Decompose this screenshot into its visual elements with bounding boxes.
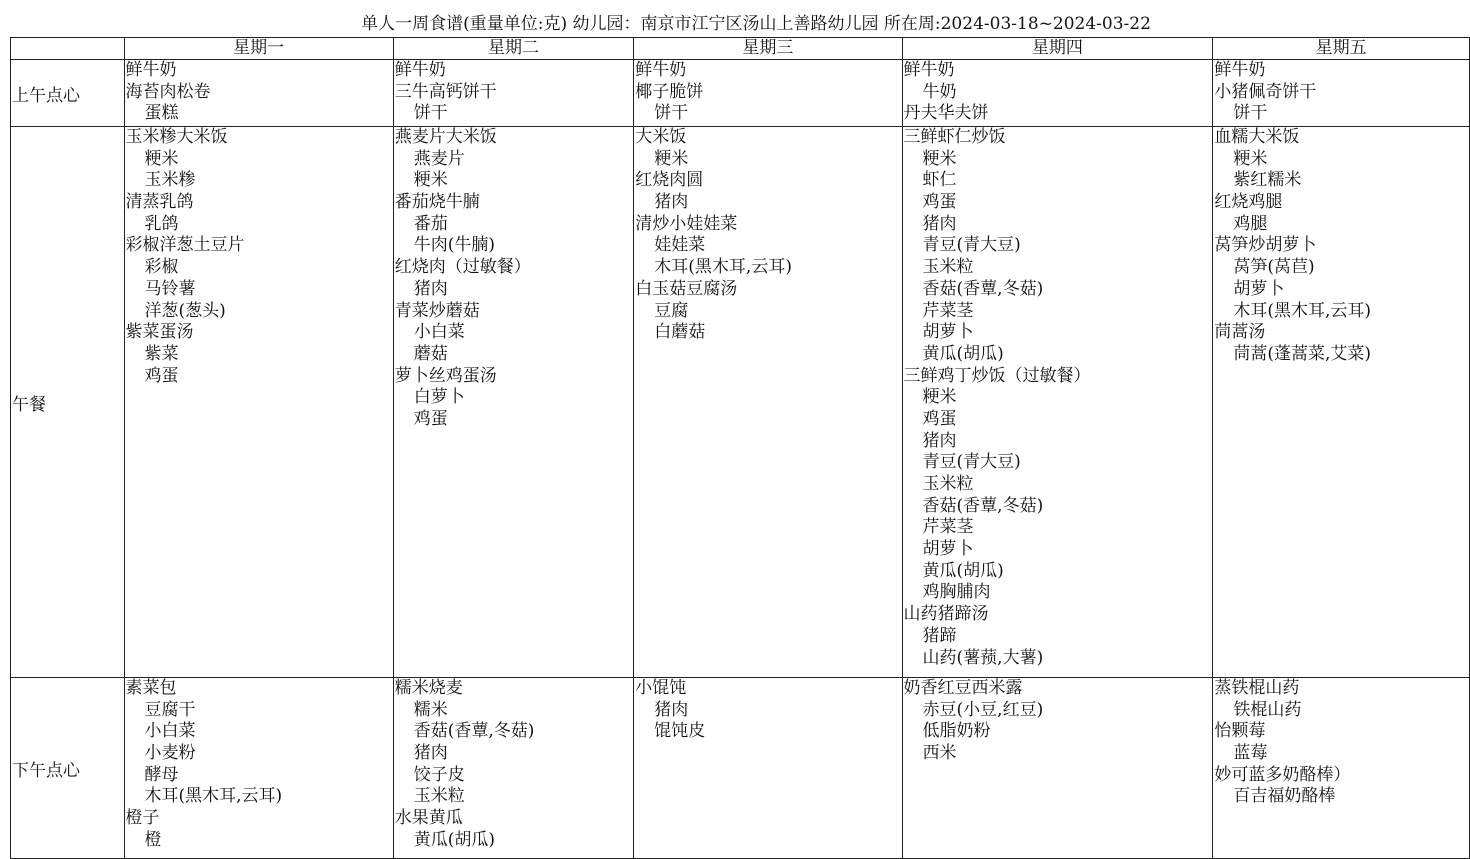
menu-cell-tuesday <box>393 127 634 678</box>
ingredient: 芹菜茎 <box>922 517 974 538</box>
dish-name: 三鲜鸡丁炒饭（过敏餐） <box>903 365 1091 386</box>
ingredient: 粳米 <box>922 148 957 169</box>
ingredient: 芹菜茎 <box>922 300 974 321</box>
ingredient: 猪蹄 <box>922 625 957 646</box>
ingredient: 胡萝卜 <box>922 539 974 560</box>
dish-name: 椰子脆饼 <box>635 81 704 102</box>
dish-name: 莴笋炒胡萝卜 <box>1214 235 1317 256</box>
dish-name: 奶香红豆西米露 <box>903 678 1023 698</box>
ingredient: 青豆(青大豆) <box>922 235 1021 256</box>
header-corner <box>11 38 125 60</box>
ingredient: 黄瓜(胡瓜) <box>922 560 1004 581</box>
menu-cell-friday <box>1213 127 1470 678</box>
header-row <box>11 38 1470 60</box>
dish-name: 三牛高钙饼干 <box>394 81 497 102</box>
ingredient: 牛肉(牛腩) <box>413 235 495 256</box>
header-day-tuesday: 星期二 <box>393 38 634 60</box>
dish-name: 血糯大米饭 <box>1214 127 1300 147</box>
ingredient: 饺子皮 <box>413 764 465 785</box>
dish-name: 三鲜虾仁炒饭 <box>903 127 1006 147</box>
meal-label: 上午点心 <box>11 60 125 127</box>
dish-name: 清蒸乳鸽 <box>125 192 194 213</box>
ingredient: 鸡胸脯肉 <box>922 582 991 603</box>
ingredient: 莴笋(莴苣) <box>1233 257 1315 278</box>
ingredient: 饼干 <box>1233 103 1268 124</box>
dish-name: 白玉菇豆腐汤 <box>635 278 738 299</box>
weekly-menu-table <box>10 37 1470 859</box>
ingredient: 香菇(香蕈,冬菇) <box>413 721 535 742</box>
ingredient: 香菇(香蕈,冬菇) <box>922 495 1044 516</box>
ingredient: 猪肉 <box>413 743 448 764</box>
menu-cell-friday <box>1213 678 1470 859</box>
ingredient: 蓝莓 <box>1233 743 1268 764</box>
ingredient: 小麦粉 <box>144 743 196 764</box>
ingredient: 牛奶 <box>922 81 957 102</box>
menu-cell-tuesday <box>393 678 634 859</box>
header-day-friday: 星期五 <box>1213 38 1470 60</box>
ingredient: 黄瓜(胡瓜) <box>413 829 495 850</box>
ingredient: 猪肉 <box>654 699 689 720</box>
menu-cell-monday <box>124 127 393 678</box>
menu-cell-tuesday <box>393 60 634 127</box>
ingredient: 粳米 <box>1233 148 1268 169</box>
ingredient: 粳米 <box>144 148 179 169</box>
meal-label: 午餐 <box>11 127 125 678</box>
ingredient: 小白菜 <box>413 322 465 343</box>
ingredient: 饼干 <box>413 103 448 124</box>
header-day-monday: 星期一 <box>124 38 393 60</box>
dish-name: 鲜牛奶 <box>394 60 446 80</box>
dish-name: 鲜牛奶 <box>903 60 955 80</box>
dish-name: 怡颗莓 <box>1214 721 1266 742</box>
ingredient: 铁棍山药 <box>1233 699 1302 720</box>
ingredient: 豆腐干 <box>144 699 196 720</box>
ingredient: 猪肉 <box>413 278 448 299</box>
dish-name: 鲜牛奶 <box>1214 60 1266 80</box>
dish-name: 丹夫华夫饼 <box>903 103 989 124</box>
ingredient: 橙 <box>144 829 162 850</box>
ingredient: 粳米 <box>654 148 689 169</box>
ingredient: 玉米糁 <box>144 170 196 191</box>
ingredient: 木耳(黑木耳,云耳) <box>654 257 792 278</box>
ingredient: 鸡蛋 <box>922 408 957 429</box>
ingredient: 白萝卜 <box>413 387 465 408</box>
ingredient: 蘑菇 <box>413 343 448 364</box>
dish-name: 紫菜蛋汤 <box>125 322 194 343</box>
ingredient: 猪肉 <box>654 192 689 213</box>
ingredient: 黄瓜(胡瓜) <box>922 343 1004 364</box>
ingredient: 猪肉 <box>922 430 957 451</box>
ingredient: 馄饨皮 <box>654 721 706 742</box>
ingredient: 百吉福奶酪棒 <box>1233 786 1336 807</box>
dish-name: 番茄烧牛腩 <box>394 192 480 213</box>
ingredient: 香菇(香蕈,冬菇) <box>922 278 1044 299</box>
ingredient: 鸡蛋 <box>144 365 179 386</box>
dish-name: 糯米烧麦 <box>394 678 463 698</box>
ingredient: 番茄 <box>413 213 448 234</box>
ingredient: 西米 <box>922 743 957 764</box>
ingredient: 青豆(青大豆) <box>922 452 1021 473</box>
ingredient: 马铃薯 <box>144 278 196 299</box>
dish-name: 鲜牛奶 <box>635 60 687 80</box>
menu-cell-wednesday <box>634 678 902 859</box>
ingredient: 低脂奶粉 <box>922 721 991 742</box>
ingredient: 白蘑菇 <box>654 322 706 343</box>
menu-cell-friday <box>1213 60 1470 127</box>
ingredient: 鸡蛋 <box>413 408 448 429</box>
dish-name: 妙可蓝多奶酪棒） <box>1214 764 1351 785</box>
header-day-wednesday: 星期三 <box>634 38 902 60</box>
ingredient: 小白菜 <box>144 721 196 742</box>
menu-cell-wednesday <box>634 127 902 678</box>
dish-name: 青菜炒蘑菇 <box>394 300 480 321</box>
ingredient: 燕麦片 <box>413 148 465 169</box>
ingredient: 乳鸽 <box>144 213 179 234</box>
dish-name: 茼蒿汤 <box>1214 322 1266 343</box>
dish-name: 燕麦片大米饭 <box>394 127 497 147</box>
dish-name: 大米饭 <box>635 127 687 147</box>
ingredient: 糯米 <box>413 699 448 720</box>
row-lunch <box>11 127 1470 678</box>
ingredient: 酵母 <box>144 764 179 785</box>
dish-name: 蒸铁棍山药 <box>1214 678 1300 698</box>
row-morning-snack <box>11 60 1470 127</box>
ingredient: 胡萝卜 <box>1233 278 1285 299</box>
dish-name: 红烧肉（过敏餐） <box>394 257 531 278</box>
ingredient: 彩椒 <box>144 257 179 278</box>
dish-name: 素菜包 <box>125 678 177 698</box>
ingredient: 粳米 <box>922 387 957 408</box>
menu-cell-monday <box>124 678 393 859</box>
meal-label: 下午点心 <box>11 678 125 859</box>
dish-name: 鲜牛奶 <box>125 60 177 80</box>
ingredient: 饼干 <box>654 103 689 124</box>
dish-name: 山药猪蹄汤 <box>903 604 989 625</box>
menu-cell-monday <box>124 60 393 127</box>
ingredient: 玉米粒 <box>922 474 974 494</box>
ingredient: 木耳(黑木耳,云耳) <box>1233 300 1372 321</box>
dish-name: 玉米糁大米饭 <box>125 127 228 147</box>
dish-name: 清炒小娃娃菜 <box>635 213 738 234</box>
ingredient: 紫菜 <box>144 343 179 364</box>
dish-name: 小猪佩奇饼干 <box>1214 81 1317 102</box>
menu-cell-thursday <box>902 127 1213 678</box>
dish-name: 橙子 <box>125 808 160 829</box>
ingredient: 玉米粒 <box>922 257 974 278</box>
ingredient: 茼蒿(蓬蒿菜,艾菜) <box>1233 343 1372 364</box>
ingredient: 鸡蛋 <box>922 192 957 213</box>
menu-cell-thursday <box>902 678 1213 859</box>
ingredient: 鸡腿 <box>1233 213 1268 234</box>
header-day-thursday: 星期四 <box>902 38 1213 60</box>
dish-name: 小馄饨 <box>635 678 687 698</box>
page-title: 单人一周食谱(重量单位:克) 幼儿园：南京市江宁区汤山上善路幼儿园 所在周:2024-03-18~2024-03-22 <box>361 14 1151 34</box>
ingredient: 娃娃菜 <box>654 235 706 256</box>
dish-name: 红烧肉圆 <box>635 170 704 191</box>
ingredient: 虾仁 <box>922 170 957 191</box>
dish-name: 红烧鸡腿 <box>1214 192 1283 213</box>
ingredient: 猪肉 <box>922 213 957 234</box>
ingredient: 豆腐 <box>654 300 689 321</box>
menu-cell-thursday <box>902 60 1213 127</box>
dish-name: 彩椒洋葱土豆片 <box>125 235 245 256</box>
ingredient: 胡萝卜 <box>922 322 974 343</box>
dish-name: 海苔肉松卷 <box>125 81 211 102</box>
ingredient: 洋葱(葱头) <box>144 300 226 321</box>
ingredient: 玉米粒 <box>413 786 465 807</box>
dish-name: 水果黄瓜 <box>394 808 463 829</box>
menu-cell-wednesday <box>634 60 902 127</box>
ingredient: 粳米 <box>413 170 448 191</box>
ingredient: 蛋糕 <box>144 103 179 124</box>
ingredient: 山药(薯蓣,大薯) <box>922 647 1044 668</box>
ingredient: 赤豆(小豆,红豆) <box>922 699 1044 720</box>
row-afternoon-snack <box>11 678 1470 859</box>
ingredient: 木耳(黑木耳,云耳) <box>144 786 283 807</box>
ingredient: 紫红糯米 <box>1233 170 1302 191</box>
dish-name: 萝卜丝鸡蛋汤 <box>394 365 497 386</box>
